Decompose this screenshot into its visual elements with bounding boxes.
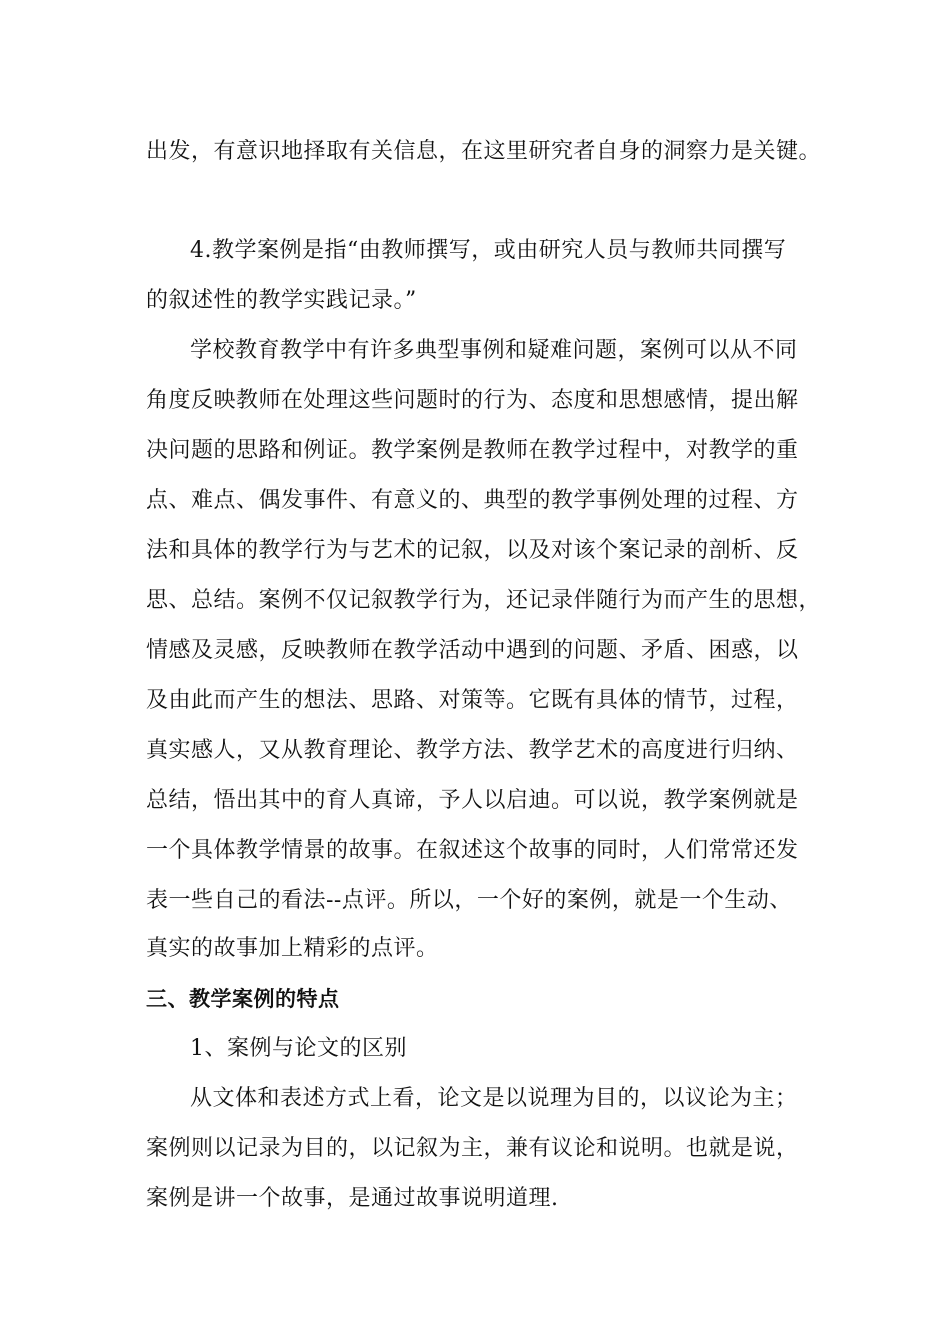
paragraph-line: 表一些自己的看法--点评。所以，一个好的案例，就是一个生动、: [146, 888, 792, 913]
paragraph-line: 及由此而产生的想法、思路、对策等。它既有具体的情节，过程，: [146, 688, 799, 713]
paragraph-line: 案例则以记录为目的，以记叙为主，兼有议论和说明。也就是说，: [146, 1136, 799, 1161]
paragraph-line: 学校教育教学中有许多典型事例和疑难问题，案例可以从不同: [190, 338, 798, 363]
paragraph-line: 角度反映教师在处理这些问题时的行为、态度和思想感情，提出解: [146, 388, 799, 413]
paragraph-line: 出发，有意识地择取有关信息，在这里研究者自身的洞察力是关键。: [146, 139, 822, 164]
paragraph-line: 真实的故事加上精彩的点评。: [146, 936, 439, 961]
paragraph-line: 法和具体的教学行为与艺术的记叙，以及对该个案记录的剖析、反: [146, 538, 799, 563]
paragraph-line: 思、总结。案例不仅记叙教学行为，还记录伴随行为而产生的思想，: [146, 588, 822, 613]
paragraph-line: 的叙述性的教学实践记录。”: [146, 288, 417, 313]
section-heading: 三、教学案例的特点: [146, 987, 340, 1011]
paragraph-line: 点、难点、偶发事件、有意义的、典型的教学事例处理的过程、方: [146, 488, 799, 513]
paragraph-line: 4.教学案例是指“由教师撰写，或由研究人员与教师共同撰写: [190, 238, 787, 263]
paragraph-line: 从文体和表述方式上看，论文是以说理为目的，以议论为主；: [190, 1086, 798, 1111]
subsection-heading: 1、案例与论文的区别: [190, 1036, 407, 1061]
paragraph-line: 情感及灵感，反映教师在教学活动中遇到的问题、矛盾、困惑，以: [146, 638, 799, 663]
paragraph-line: 真实感人，又从教育理论、教学方法、教学艺术的高度进行归纳、: [146, 738, 799, 763]
paragraph-line: 一个具体教学情景的故事。在叙述这个故事的同时，人们常常还发: [146, 838, 799, 863]
paragraph-line: 决问题的思路和例证。教学案例是教师在教学过程中，对教学的重: [146, 438, 799, 463]
paragraph-line: 案例是讲一个故事，是通过故事说明道理.: [146, 1186, 559, 1211]
paragraph-line: 总结，悟出其中的育人真谛，予人以启迪。可以说，教学案例就是: [146, 788, 799, 813]
